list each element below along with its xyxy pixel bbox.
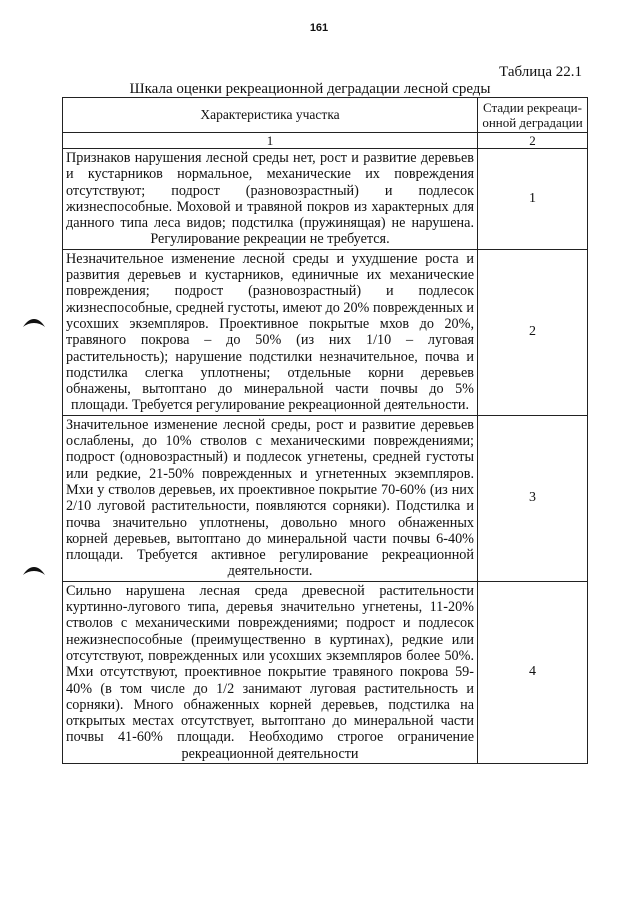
header-row [63,98,588,133]
binding-mark-icon [22,318,46,328]
header-characteristic: Характеристика участка [63,98,478,133]
header-stages: Стадии рекреаци-онной деградации [478,98,588,133]
row-description: Незначительное изменение лесной среды и ухудшение роста и развития деревьев и кустарников, единичные их механические повреждения; подрост (разновозрастный) и подлесок жизнеспособные, средней густоты, имеют до 20% поврежденных и усохших экземпляров. Проективное покрытые мхов до 20%, травяного покрова – до 50% (из них 1/10 – луговая растительность); нарушение подстилки незначительное, почва и подстилка слегка уплотнены; отдельные корни деревьев обнажены, вытоптано до минеральной части почвы до 5% площади. Требуется регулирование рекреационной деятельности. [63,249,478,415]
row-description: Значительное изменение лесной среды, рост и развитие деревьев ослаблены, до 10% стволов с механическими повреждениями; подрост (одновозрастный) и подлесок угнетены, средней густоты или редкие, 21-50% поврежденных и угнетенных экземпляров. Мхи у стволов деревьев, их проективное покрытие 70-60% (из них 2/10 луговой растительности, появляются сорняки). Подстилка и почва значительно уплотнены, довольно много обнаженных корней деревьев, вытоптано до минеральной части почвы 6-40% площади. Требуется активное регулирование рекреационной деятельности. [63,415,478,581]
table-row [63,149,588,250]
table-title: Шкала оценки рекреационной деградации лесной среды [129,81,491,97]
table-row [63,249,588,415]
row-stage: 2 [478,249,588,415]
column-number-2: 2 [478,133,588,149]
row-stage: 1 [478,149,588,250]
table-row [63,581,588,763]
row-description: Сильно нарушена лесная среда древесной растительности куртинно-лугового типа, деревья значительно угнетены, 11-20% стволов с механическими повреждениями; подрост и подлесок нежизнеспособные (преимущественно в куртинах), редкие или отсутствуют, поврежденных или усохших экземпляров более 50%. Мхи отсутствуют, проективное покрытие травяного покрова 59-40% (в том числе до 1/2 занимают луговая растительность и сорняки). Много обнаженных корней деревьев, подстилка на открытых местах отсутствует, вытоптано до минеральной части почвы 41-60% площади. Необходимо строгое ограничение рекреационной деятельности [63,581,478,763]
table-row [63,415,588,581]
column-number-row [63,133,588,149]
page-number: 161 [309,22,329,34]
table-label: Таблица 22.1 [499,64,582,80]
column-number-1: 1 [63,133,478,149]
row-stage: 3 [478,415,588,581]
row-description: Признаков нарушения лесной среды нет, рост и развитие деревьев и кустарников нормальное, механические их повреждения отсутствуют; подрост (разновозрастный) и подлесок жизнеспособные. Моховой и травяной покров из характерных для данного типа леса видов; подстилка (пружинящая) не нарушена. Регулирование рекреации не требуется. [63,149,478,250]
binding-mark-icon [22,566,46,576]
row-stage: 4 [478,581,588,763]
degradation-table [62,97,588,764]
